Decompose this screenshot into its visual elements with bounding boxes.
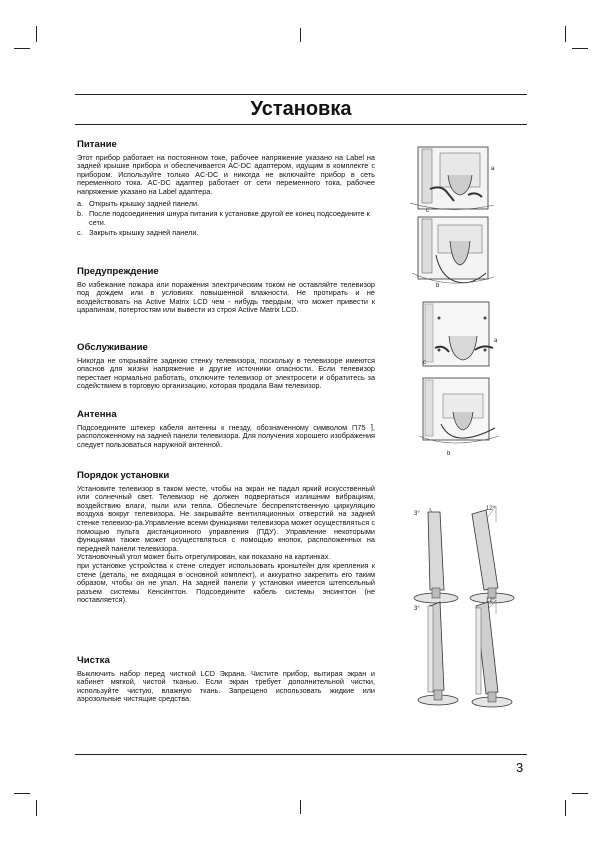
section-power	[77, 141, 375, 240]
section-body: Установочный угол может быть отрегулирован, как показано на картинках.	[77, 552, 331, 562]
angle-label: 3°	[414, 511, 420, 517]
tilt-angle-illustration	[400, 502, 520, 734]
section-body: Во избежание пожара или поражения электрическим током не оставляйте телевизор под дождем или в условиях повышенной влажности. Не протирать и не воздействовать на Active Matrix LCD чем - нибудь твердым, что может привести к царапинам, потертостям или вывести из строя Active Matrix LCD.	[77, 279, 375, 315]
crop-mark	[36, 800, 37, 816]
crop-mark	[36, 26, 37, 42]
figure-label-a: a	[491, 166, 495, 172]
section-body: Установите телевизор в таком месте, чтобы на экран не падал яркий искусственный или солнечный свет. Телевизор не должен подвергаться излишним вибрациям, воздействию влаги, пыли или тепла. Обеспечьте беспрепятственную циркуляцию воздуха вокруг телевизора. Не закрывайте вентиляционных отверстий на задней стенке телевизо-ра.Управление всеми функциями телевизора может осуществляться с помощью пульта дистанционного управления (ПДУ). Управление некоторыми функциями также может осуществляться с помощью кнопок, расположенных на передней панели телевизора.	[77, 483, 375, 553]
section-body: Выключить набор перед чисткой LCD Экрана. Чистите прибор, вытирая экран и кабинет мягкой, чистой тканью. Если экран требует дополнительной чистки, используйте чистую, влажную ткань. Запрещено использовать жидкие или аэрозольные чистящие средства.	[77, 668, 375, 704]
antenna-connection-illustration	[413, 300, 503, 452]
list-marker: b.	[77, 209, 84, 219]
angle-label: 3°	[414, 606, 420, 612]
crop-mark	[14, 48, 30, 49]
figure-label-a: a	[494, 338, 498, 344]
section-body: Этот прибор работает на постоянном токе, рабочее напряжение указано на Label на задней крышке прибора и обеспечивается AC-DC адаптером, идущим в комплекте с прибором. Используйте только AC-DC и никогда не включайте прибор в сеть переменного тока. AC-DC адаптер работает от сети переменного тока, рабочее напряжение указано на Label адаптера.	[77, 152, 375, 196]
angle-label: 12°	[486, 598, 496, 604]
list-text: Открыть крышку задней панели.	[89, 198, 200, 208]
list-item	[77, 210, 375, 227]
section-body: при установке устройства к стене следует использовать кронштейн для крепления к стене (деталь, не входящая в основной комплект), и аккуратно закрепить его таким образом, чтобы он не упал. На задней панели у установки имеется штепсельный разъем системы Кенсингтон. Подсоедините кабель системы энсингтон (не поставляется).	[77, 560, 375, 605]
crop-mark	[300, 800, 301, 814]
list-marker: c.	[77, 228, 83, 238]
section-heading: Обслуживание	[77, 342, 148, 353]
crop-mark	[565, 26, 566, 42]
crop-mark	[300, 28, 301, 42]
section-heading: Чистка	[77, 655, 110, 666]
crop-mark	[14, 793, 30, 794]
crop-mark	[572, 793, 588, 794]
figure-label-b: b	[436, 283, 440, 289]
figure-label-c: c	[423, 360, 426, 366]
section-heading: Предупреждение	[77, 266, 159, 277]
section-heading: Порядок установки	[77, 470, 170, 481]
footer-rule	[75, 754, 527, 755]
power-connection-illustration	[410, 145, 500, 295]
section-body: Никогда не открывайте заднюю стенку телевизора, поскольку в телевизоре имеются опаснов для жизни напряжение и другие источники опасности. Если телевизор перестает нормально работать, отключите телевизор от электросети и обратитесь за содействием в торговую организацию, которая продала Вам телевизор.	[77, 355, 375, 391]
page-number: 3	[516, 760, 524, 775]
section-body: Подсоедините штекер кабеля антенны к гнезду, обозначенному символом ⊓75 ⌉, расположенному на задней панели телевизора. Для получения хорошего изображения следует пользоваться наружной антенной.	[77, 422, 375, 449]
section-service	[77, 344, 375, 391]
list-item	[77, 229, 375, 238]
section-installation	[77, 472, 375, 605]
figure-label-b: b	[447, 451, 451, 457]
list-text: После подсоединения шнура питания к установке другой ее конец подсоедините к сети.	[89, 209, 370, 227]
list-item	[77, 200, 375, 209]
angle-label: 12°	[486, 506, 496, 512]
list-text: Закрыть крышку задней панели.	[89, 228, 199, 238]
section-heading: Антенна	[77, 409, 117, 420]
crop-mark	[565, 800, 566, 816]
section-cleaning	[77, 657, 375, 704]
section-warning	[77, 268, 375, 315]
title-bottom-rule	[75, 124, 527, 125]
page-title: Установка	[250, 98, 352, 120]
section-heading: Питание	[77, 139, 117, 150]
crop-mark	[572, 48, 588, 49]
title-top-rule	[75, 94, 527, 95]
step-list	[77, 200, 375, 238]
figure-label-c: c	[426, 208, 429, 214]
section-antenna	[77, 411, 375, 449]
list-marker: a.	[77, 198, 84, 208]
